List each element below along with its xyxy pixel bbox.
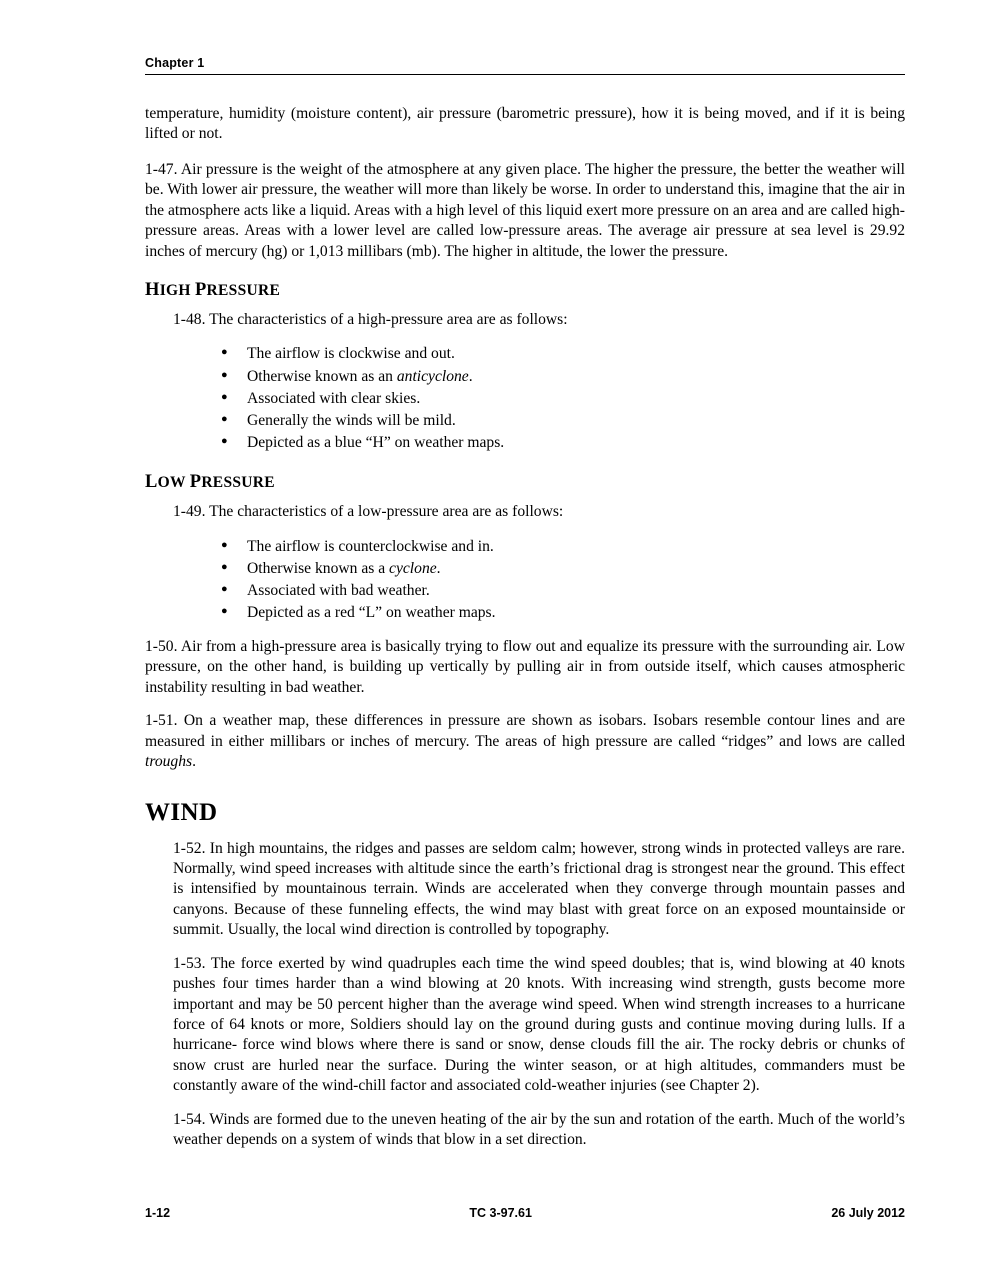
heading-high-pressure-rest-2: RESSURE bbox=[206, 281, 281, 299]
list-item-emphasis: anticyclone bbox=[396, 367, 469, 385]
paragraph-1-51 bbox=[145, 711, 905, 772]
heading-low-pressure-initial: L bbox=[145, 472, 158, 493]
heading-high-pressure-initial: H bbox=[145, 279, 160, 300]
heading-high-pressure-rest: IGH bbox=[159, 281, 195, 299]
paragraph-1-47: 1-47. Air pressure is the weight of the atmosphere at any given place. The higher the pressure, the better the weather will be. With lower air pressure, the weather will more than likely be worse. In order to understand this, imagine that the air in the atmosphere acts like a liquid. Areas with a high level of this liquid exert more pressure on an area and are called high-pressure areas. Areas with a lower level are called low-pressure areas. The average air pressure at sea level is 29.92 inches of mercury (hg) or 1,013 millibars (mb). The higher in altitude, the lower the pressure. bbox=[145, 160, 905, 260]
paragraph-continued: temperature, humidity (moisture content), air pressure (barometric pressure), how it is being moved, and if it is being lifted or not. bbox=[145, 105, 905, 143]
paragraph-1-52: 1-52. In high mountains, the ridges and passes are seldom calm; however, strong winds in protected valleys are rare. Normally, wind speed increases with altitude since the earth’s frictional drag is strongest near the ground. This effect is intensified by mountainous terrain. Winds are accelerated when they converge through mountain passes and canyons. Because of these funneling effects, the wind may blast with great force on an exposed mountainside or summit. Usually, the local wind direction is controlled by topography. bbox=[173, 839, 905, 939]
list-item: ● Generally the winds will be mild. bbox=[221, 410, 905, 432]
paragraph-1-48: 1-48. The characteristics of a high-pressure area are as follows: bbox=[173, 310, 568, 328]
list-item-text: Otherwise known as an bbox=[247, 367, 397, 385]
heading-low-pressure-initial-2: P bbox=[189, 472, 202, 493]
paragraph-1-51-emphasis: troughs bbox=[145, 753, 193, 771]
list-item: ● The airflow is counterclockwise and in. bbox=[221, 536, 905, 558]
heading-low-pressure-rest-2: RESSURE bbox=[201, 474, 275, 492]
list-item: ● Depicted as a red “L” on weather maps. bbox=[221, 602, 905, 624]
list-item: ● Depicted as a blue “H” on weather maps. bbox=[221, 432, 905, 454]
list-item-emphasis: cyclone bbox=[389, 559, 437, 577]
paragraph-1-49: 1-49. The characteristics of a low-pressure area are as follows: bbox=[173, 503, 564, 521]
list-item: ● Associated with bad weather. bbox=[221, 580, 905, 602]
heading-high-pressure bbox=[145, 280, 905, 301]
high-pressure-bullet-list bbox=[145, 343, 905, 454]
footer-document-id: TC 3-97.61 bbox=[469, 1206, 532, 1220]
page-content bbox=[145, 104, 905, 1164]
list-item-text-tail: . bbox=[436, 559, 441, 577]
heading-wind: WIND bbox=[145, 798, 218, 826]
paragraph-1-50: 1-50. Air from a high-pressure area is basically trying to flow out and equalize its pressure with the surrounding air. Low pressure, on the other hand, is building up vertically by pulling air in from outside itself, which causes atmospheric instability resulting in bad weather. bbox=[145, 638, 905, 696]
heading-low-pressure bbox=[145, 472, 905, 493]
page-footer bbox=[145, 1206, 905, 1220]
page-header bbox=[145, 56, 905, 75]
list-item-text-tail: . bbox=[468, 367, 473, 385]
header-chapter-label: Chapter 1 bbox=[145, 56, 205, 70]
list-item: ● The airflow is clockwise and out. bbox=[221, 343, 905, 365]
heading-low-pressure-rest: OW bbox=[157, 474, 190, 492]
footer-page-number: 1-12 bbox=[145, 1206, 171, 1220]
paragraph-1-54: 1-54. Winds are formed due to the uneven heating of the air by the sun and rotation of the earth. Much of the world’s weather depends on a system of winds that blow in a set direction. bbox=[173, 1110, 905, 1149]
low-pressure-bullet-list bbox=[145, 536, 905, 625]
header-rule bbox=[145, 74, 905, 75]
footer-date: 26 July 2012 bbox=[831, 1206, 905, 1220]
heading-high-pressure-initial-2: P bbox=[194, 279, 207, 300]
paragraph-1-51-tail: . bbox=[192, 753, 196, 771]
paragraph-1-51-text: 1-51. On a weather map, these differences in pressure are shown as isobars. Isobars resemble contour lines and are measured in either millibars or inches of mercury. The areas of high pressure are called “ridges” and lows are called bbox=[145, 712, 905, 750]
list-item bbox=[221, 366, 905, 388]
list-item: ● Associated with clear skies. bbox=[221, 388, 905, 410]
list-item bbox=[221, 558, 905, 580]
paragraph-1-53: 1-53. The force exerted by wind quadruples each time the wind speed doubles; that is, wind blowing at 40 knots pushes four times harder than a wind blowing at 20 knots. With increasing wind strength, gusts become more important and may be 50 percent higher than the average wind speed. When wind strength increases to a hurricane force of 64 knots or more, Soldiers should lay on the ground during gusts and continue moving during lulls. If a hurricane- force wind blows where there is sand or snow, dense clouds fill the air. The rocky debris or chunks of snow crust are hurled near the surface. During the winter season, or at high altitudes, commanders must be constantly aware of the wind-chill factor and associated cold-weather injuries (see Chapter 2). bbox=[173, 954, 905, 1095]
list-item-text: Otherwise known as a bbox=[247, 559, 390, 577]
